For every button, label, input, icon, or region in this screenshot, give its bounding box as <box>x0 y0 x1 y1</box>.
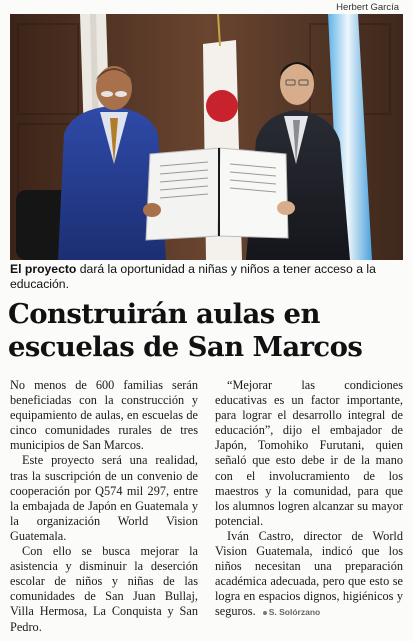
article-headline <box>8 298 406 364</box>
headline-line-2: escuelas de San Marcos <box>8 331 363 363</box>
paragraph: Este proyecto será una realidad, tras la suscripción de un convenio de cooperación por Q574 mil 297, entre la embajada de Japón en Guatemala y la organización World Vision Guatemala. <box>10 453 198 543</box>
headline-line-1: Construirán aulas en <box>8 298 320 330</box>
left-hand <box>143 203 161 217</box>
signed-agreement-folder <box>146 148 288 240</box>
paragraph: “Mejorar las condiciones educativas es un factor importante, para lograr el desarrollo integral de educación”, dijo el embajador de Japón, Tomohiko Furutani, quien señaló que esto debe ir de la mano con el involucramiento de los maestros y la comunidad, para que los alumnos logren alcanzar su mayor potencial. <box>215 378 403 528</box>
paragraph <box>215 529 403 621</box>
right-hand <box>277 201 295 215</box>
paragraph-text: Iván Castro, director de World Vision Guatemala, indicó que los niños necesitan una preparación académica adecuada, pero que esto se logra en espacios dignos, higiénicos y seguros. <box>215 528 403 619</box>
caption-text: dará la oportunidad a niñas y niños a tener acceso a la educación. <box>10 262 376 291</box>
article-column-right <box>215 378 403 635</box>
news-photo <box>10 14 403 260</box>
photo-credit: Herbert García <box>336 2 399 13</box>
byline-bullet <box>263 611 267 615</box>
author-byline <box>259 607 320 617</box>
japan-flag-sun <box>206 90 238 122</box>
paragraph: Con ello se busca mejorar la asistencia y disminuir la deserción escolar de niños y niñas de las comunidades de San Juan Bullaj, Villa Hermosa, La Conquista y San Pedro. <box>10 544 198 634</box>
photo-illustration <box>10 14 403 260</box>
article-column-left <box>10 378 198 635</box>
article-body <box>10 378 403 635</box>
caption-lead: El proyecto <box>10 262 77 276</box>
paragraph: No menos de 600 familias serán beneficiadas con la construcción y equipamiento de aulas, en escuelas de cinco comunidades rurales de tres municipios de San Marcos. <box>10 378 198 453</box>
byline-text: S. Solórzano <box>268 607 321 618</box>
photo-caption <box>10 262 403 292</box>
